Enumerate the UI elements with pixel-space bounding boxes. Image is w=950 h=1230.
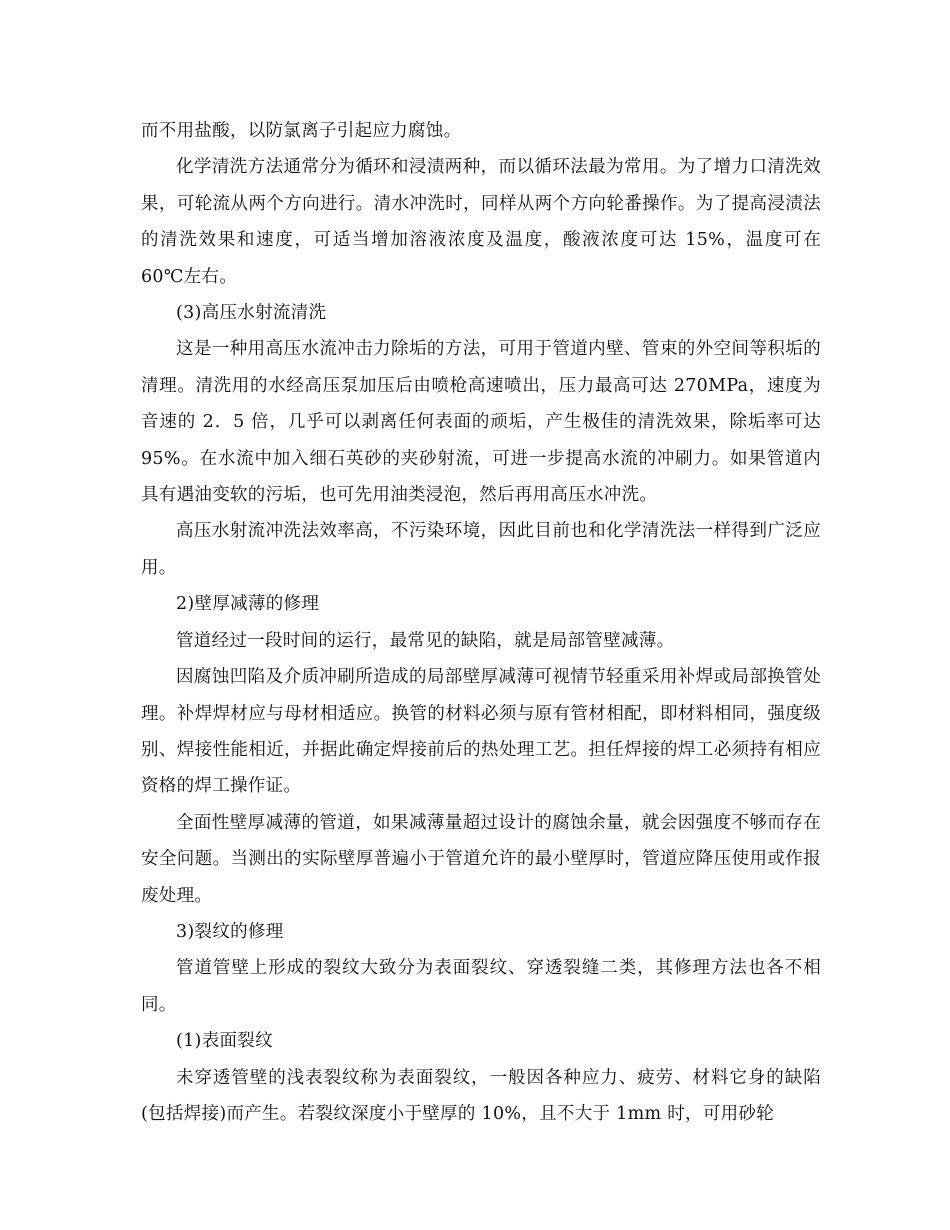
paragraph: 而不用盐酸，以防氯离子引起应力腐蚀。 bbox=[141, 121, 462, 141]
paragraph: 化学清洗方法通常分为循环和浸渍两种，而以循环法最为常用。为了增力口清洗效果，可轮流从两个方向进行。清水冲洗时，同样从两个方向轮番操作。为了提高浸渍法的清洗效果和速度，可适当增加溶液浓度及温度，酸液浓度可达 15%，温度可在 60℃左右。 bbox=[141, 157, 821, 287]
section-heading: (1)表面裂纹 bbox=[176, 1031, 273, 1052]
paragraph: 全面性壁厚减薄的管道，如果减薄量超过设计的腐蚀余量，就会因强度不够而存在安全问题。当测出的实际壁厚普遍小于管道允许的最小壁厚时，管道应降压使用或作报废处理。 bbox=[141, 812, 821, 906]
paragraph: 管道管壁上形成的裂纹大致分为表面裂纹、穿透裂缝二类，其修理方法也各不相同。 bbox=[141, 958, 821, 1015]
paragraph: 这是一种用高压水流冲击力除垢的方法，可用于管道内壁、管束的外空间等积垢的清理。清洗用的水经高压泵加压后由喷枪高速喷出，压力最高可达 270MPa，速度为音速的 2．5 倍，几乎可以剥离任何表面的顽垢，产生极佳的清洗效果，除垢率可达 95%。在水流中加入细石英砂的夹砂射流，可进一步提高水流的冲刷力。如果管道内具有遇油变软的污垢，也可先用油类浸泡，然后再用高压水冲洗。 bbox=[141, 339, 821, 506]
section-heading: 2)壁厚减薄的修理 bbox=[176, 594, 320, 615]
section-heading: (3)高压水射流清洗 bbox=[176, 303, 327, 324]
paragraph: 因腐蚀凹陷及介质冲刷所造成的局部壁厚减薄可视情节轻重采用补焊或局部换管处理。补焊焊材应与母材相适应。换管的材料必须与原有管材相配，即材料相同，强度级别、焊接性能相近，并据此确定焊接前后的热处理工艺。担任焊接的焊工必须持有相应资格的焊工操作证。 bbox=[141, 667, 821, 797]
paragraph: 高压水射流冲洗法效率高，不污染环境，因此目前也和化学清洗法一样得到广泛应用。 bbox=[141, 521, 821, 578]
document-body bbox=[141, 113, 821, 1132]
section-heading: 3)裂纹的修理 bbox=[176, 921, 284, 942]
paragraph: 管道经过一段时间的运行，最常见的缺陷，就是局部管壁减薄。 bbox=[176, 630, 675, 651]
paragraph: 未穿透管壁的浅表裂纹称为表面裂纹，一般因各种应力、疲劳、材料它身的缺陷(包括焊接)而产生。若裂纹深度小于壁厚的 10%，且不大于 1mm 时，可用砂轮 bbox=[141, 1067, 821, 1124]
